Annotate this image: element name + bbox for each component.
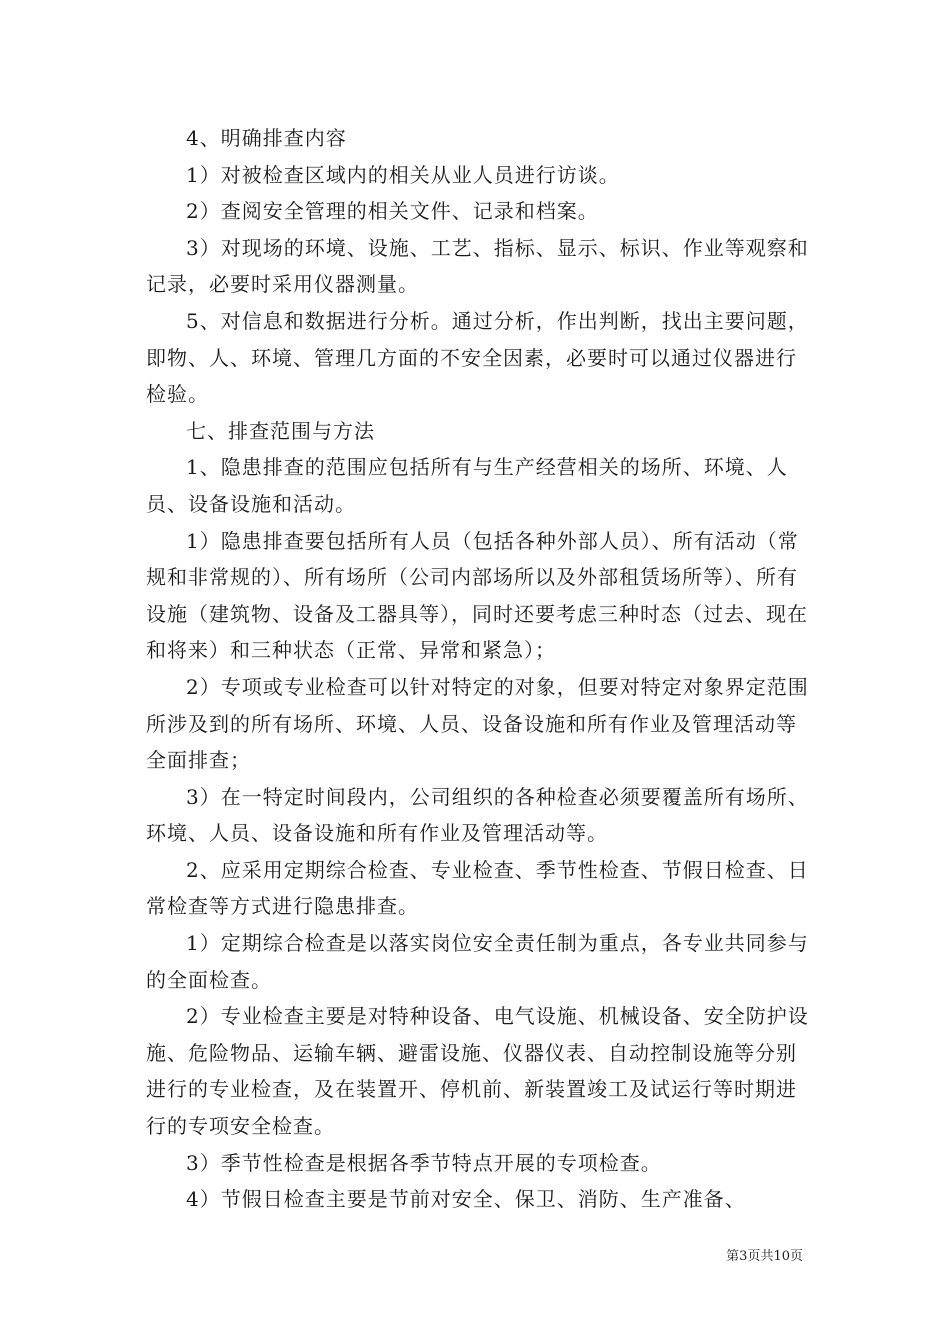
page-number-footer: 第3页共10页 <box>726 1249 803 1264</box>
paragraph: 2）查阅安全管理的相关文件、记录和档案。 <box>186 199 599 224</box>
paragraph: 4）节假日检查主要是节前对安全、保卫、消防、生产准备、 <box>186 1187 746 1212</box>
paragraph: 3）在一特定时间段内，公司组织的各种检查必须要覆盖所有场所、环境、人员、设备设施和所有作业及管理活动等。 <box>146 784 809 846</box>
paragraph: 3）对现场的环境、设施、工艺、指标、显示、标识、作业等观察和记录，必要时采用仪器测量。 <box>146 235 809 297</box>
paragraph: 2）专项或专业检查可以针对特定的对象，但要对特定对象界定范围所涉及到的所有场所、环境、人员、设备设施和所有作业及管理活动等全面排查； <box>146 674 809 773</box>
paragraph: 3）季节性检查是根据各季节特点开展的专项检查。 <box>186 1150 662 1175</box>
paragraph: 2、应采用定期综合检查、专业检查、季节性检查、节假日检查、日常检查等方式进行隐患排查。 <box>146 857 809 919</box>
paragraph: 1）定期综合检查是以落实岗位安全责任制为重点，各专业共同参与的全面检查。 <box>146 931 809 992</box>
document-body <box>146 120 816 1218</box>
paragraph: 1、隐患排查的范围应包括所有与生产经营相关的场所、环境、人员、设备设施和活动。 <box>146 455 788 516</box>
paragraph: 1）隐患排查要包括所有人员（包括各种外部人员）、所有活动（常规和非常规的）、所有场所（公司内部场所以及外部租赁场所等）、所有设施（建筑物、设备及工器具等），同时还要考虑三种时态（过去、现在和将来）和三种状态（正常、异常和紧急）； <box>146 528 808 663</box>
section-heading: 七、排查范围与方法 <box>186 418 375 443</box>
paragraph: 5、对信息和数据进行分析。通过分析，作出判断，找出主要问题，即物、人、环境、管理几方面的不安全因素，必要时可以通过仪器进行检验。 <box>146 308 809 407</box>
paragraph: 2）专业检查主要是对特种设备、电气设施、机械设备、安全防护设施、危险物品、运输车辆、避雷设施、仪器仪表、自动控制设施等分别进行的专业检查，及在装置开、停机前、新装置竣工及试运行等时期进行的专项安全检查。 <box>146 1004 809 1139</box>
paragraph: 1）对被检查区域内的相关从业人员进行访谈。 <box>186 162 620 187</box>
paragraph: 4、明确排查内容 <box>186 126 347 150</box>
